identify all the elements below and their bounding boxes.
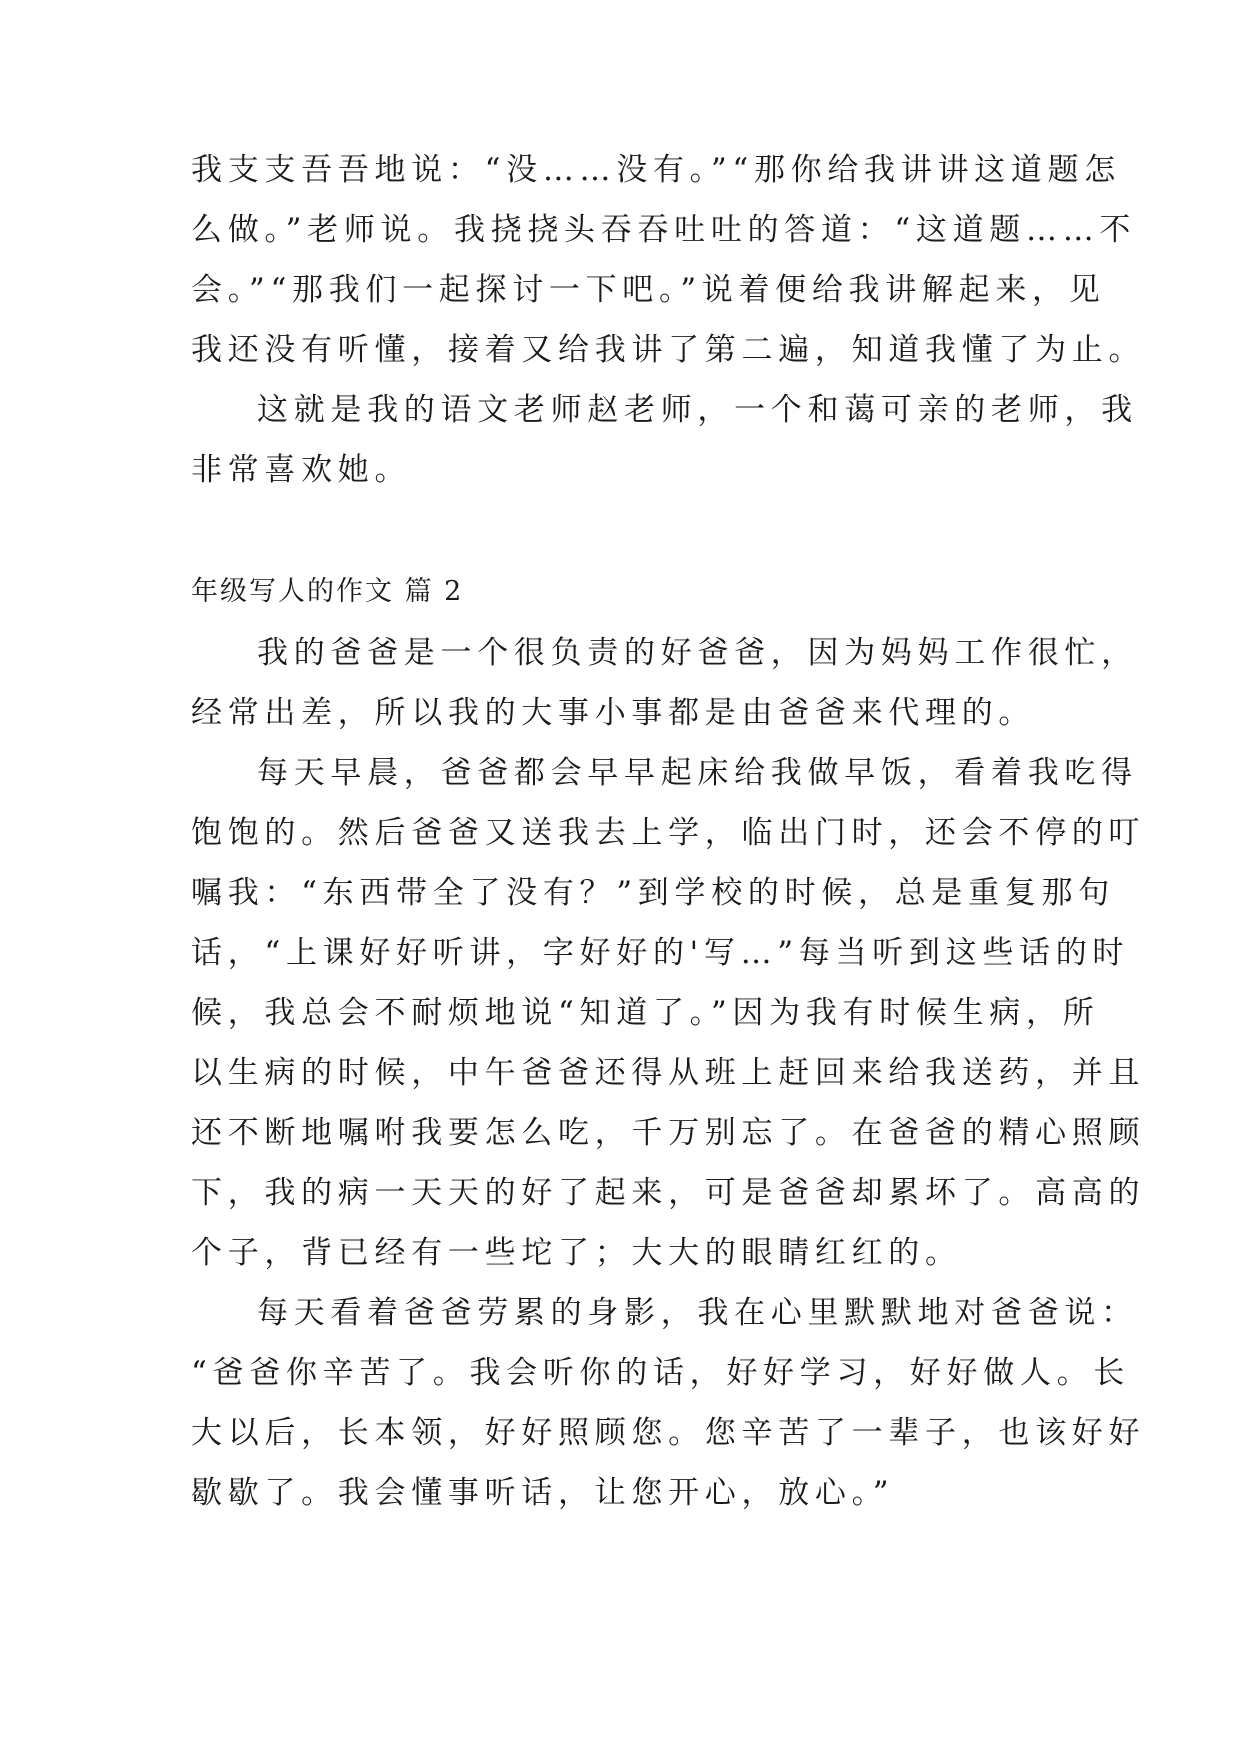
text-line: 话，“上课好好听讲，字好好的'写…”每当听到这些话的时	[191, 935, 1130, 971]
section-heading: 年级写人的作文 篇 2	[191, 576, 464, 607]
text-line: 个子，背已经有一些坨了；大大的眼睛红红的。	[191, 1235, 962, 1271]
text-line: 会。”“那我们一起探讨一下吧。”说着便给我讲解起来，见	[191, 272, 1106, 308]
text-line: 我支支吾吾地说：“没……没有。”“那你给我讲讲这道题怎	[191, 152, 1121, 188]
text-line: 每天早晨，爸爸都会早早起床给我做早饭，看着我吃得	[257, 755, 1138, 791]
text-line: 非常喜欢她。	[191, 452, 412, 488]
text-line: “爸爸你辛苦了。我会听你的话，好好学习，好好做人。长	[191, 1355, 1131, 1391]
text-line: 么做。”老师说。我挠挠头吞吞吐吐的答道：“这道题……不	[191, 212, 1137, 248]
text-line: 这就是我的语文老师赵老师，一个和蔼可亲的老师，我	[257, 392, 1138, 428]
text-line: 每天看着爸爸劳累的身影，我在心里默默地对爸爸说：	[257, 1295, 1138, 1331]
text-line: 下，我的病一天天的好了起来，可是爸爸却累坏了。高高的	[191, 1175, 1146, 1211]
text-line: 大以后，长本领，好好照顾您。您辛苦了一辈子，也该好好	[191, 1415, 1146, 1451]
text-line: 嘱我：“东西带全了没有？”到学校的时候，总是重复那句	[191, 875, 1115, 911]
text-line: 候，我总会不耐烦地说“知道了。”因为我有时候生病，所	[191, 995, 1100, 1031]
text-line: 以生病的时候，中午爸爸还得从班上赶回来给我送药，并且	[191, 1055, 1146, 1091]
text-line: 我还没有听懂，接着又给我讲了第二遍，知道我懂了为止。	[191, 332, 1146, 368]
text-line: 我的爸爸是一个很负责的好爸爸，因为妈妈工作很忙，	[257, 635, 1138, 671]
text-line: 饱饱的。然后爸爸又送我去上学，临出门时，还会不停的叮	[191, 815, 1146, 851]
text-line: 经常出差，所以我的大事小事都是由爸爸来代理的。	[191, 695, 1036, 731]
text-line: 歇歇了。我会懂事听话，让您开心，放心。”	[191, 1475, 895, 1511]
text-line: 还不断地嘱咐我要怎么吃，千万别忘了。在爸爸的精心照顾	[191, 1115, 1146, 1151]
